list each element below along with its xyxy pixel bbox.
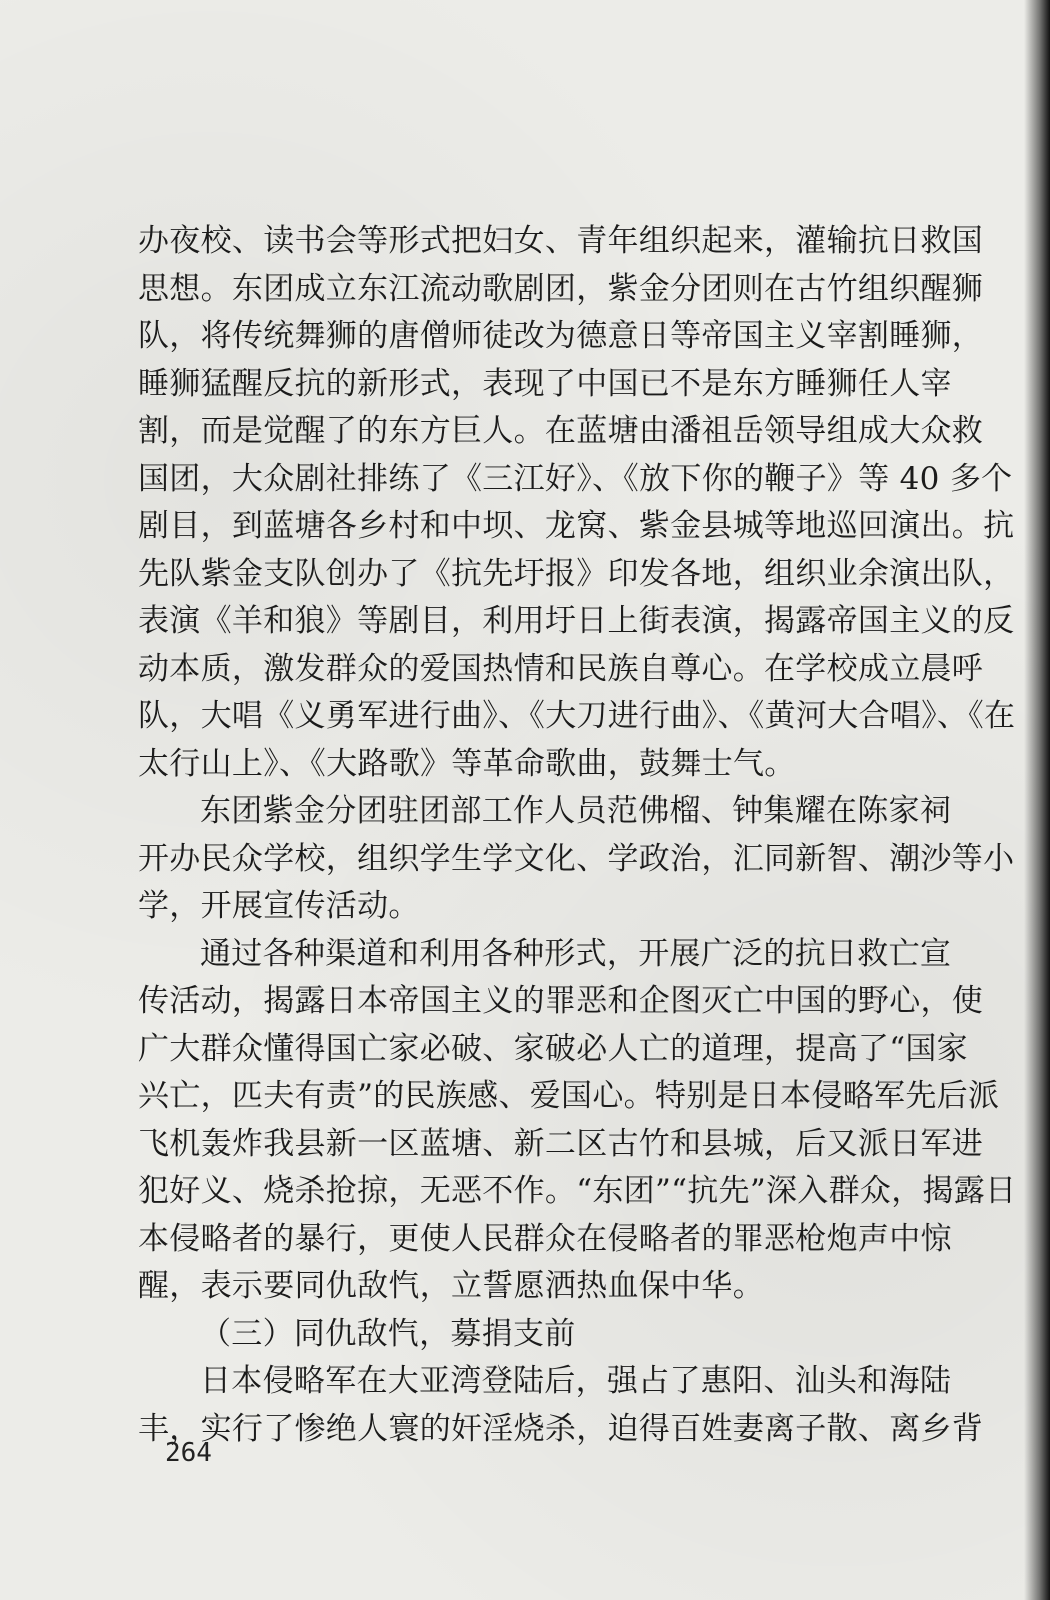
text-line: 开办民众学校，组织学生学文化、学政治，汇同新智、潮沙等小	[138, 840, 1015, 877]
text-line: 本侵略者的暴行，更使人民群众在侵略者的罪恶枪炮声中惊	[138, 1220, 952, 1257]
text-line: 动本质，激发群众的爱国热情和民族自尊心。在学校成立晨呼	[138, 650, 984, 687]
text-line: 睡狮猛醒反抗的新形式，表现了中国已不是东方睡狮任人宰	[138, 365, 952, 402]
text-line: 醒，表示要同仇敌忾，立誓愿洒热血保中华。	[138, 1268, 764, 1304]
text-line: 广大群众懂得国亡家必破、家破必人亡的道理，提高了“国家	[138, 1030, 968, 1067]
text-line: 犯好义、烧杀抢掠，无恶不作。“东团”“抗先”深入群众，揭露日	[138, 1173, 1017, 1209]
text-line: 东团紫金分团驻团部工作人员范佛榴、钟集耀在陈家祠	[200, 793, 952, 829]
text-line: 太行山上》、《大路歌》等革命歌曲，鼓舞士气。	[138, 745, 796, 782]
text-line: 队，大唱《义勇军进行曲》、《大刀进行曲》、《黄河大合唱》、《在	[138, 698, 1016, 734]
text-line: 丰，实行了惨绝人寰的奸淫烧杀，迫得百姓妻离子散、离乡背	[138, 1410, 984, 1447]
body-text	[138, 218, 1017, 1453]
text-line: （三）同仇敌忾，募捐支前	[200, 1315, 576, 1352]
text-line: 办夜校、读书会等形式把妇女、青年组织起来，灌输抗日救国	[138, 223, 984, 259]
text-line: 日本侵略军在大亚湾登陆后，强占了惠阳、汕头和海陆	[200, 1363, 952, 1399]
text-line: 先队紫金支队创办了《抗先圩报》印发各地，组织业余演出队，	[138, 555, 1015, 592]
text-line: 兴亡，匹夫有责”的民族感、爱国心。特别是日本侵略军先后派	[138, 1078, 1000, 1114]
text-line: 割，而是觉醒了的东方巨人。在蓝塘由潘祖岳领导组成大众救	[138, 413, 984, 449]
text-line: 飞机轰炸我县新一区蓝塘、新二区古竹和县城，后又派日军进	[138, 1125, 984, 1162]
text-line: 学，开展宣传活动。	[138, 888, 420, 924]
text-line: 国团，大众剧社排练了《三江好》、《放下你的鞭子》等 40 多个	[138, 460, 1013, 497]
text-line: 队，将传统舞狮的唐僧师徒改为德意日等帝国主义宰割睡狮，	[138, 318, 984, 354]
text-line: 表演《羊和狼》等剧目，利用圩日上街表演，揭露帝国主义的反	[138, 603, 1015, 639]
text-line: 思想。东团成立东江流动歌剧团，紫金分团则在古竹组织醒狮	[138, 270, 984, 307]
scan-edge-shadow	[1024, 0, 1050, 1600]
text-line: 剧目，到蓝塘各乡村和中坝、龙窝、紫金县城等地巡回演出。抗	[138, 508, 1015, 544]
text-line: 通过各种渠道和利用各种形式，开展广泛的抗日救亡宣	[200, 935, 952, 972]
page-number: 264	[165, 1438, 212, 1468]
text-line: 传活动，揭露日本帝国主义的罪恶和企图灭亡中国的野心，使	[138, 983, 984, 1019]
